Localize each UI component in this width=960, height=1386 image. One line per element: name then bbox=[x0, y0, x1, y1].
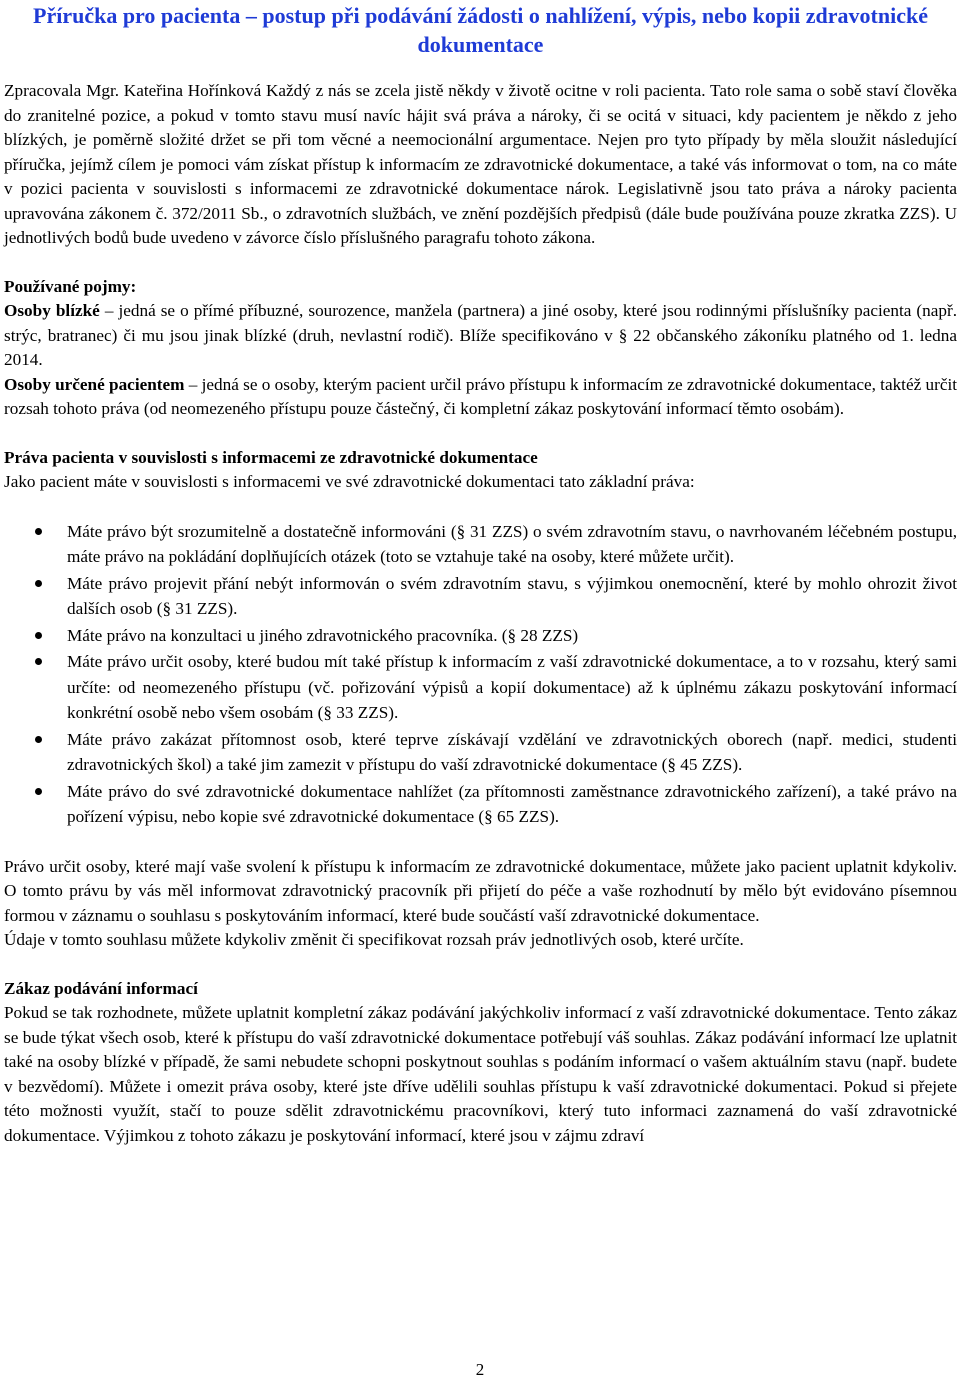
bullet-icon bbox=[35, 632, 42, 639]
term-osoby-blizke-definition: – jedná se o přímé příbuzné, sourozence, manžela (partnera) a jiné osoby, které jsou rodinnými příslušníky pacienta (např. strýc, bratranec) či mu jsou jinak blízké (druh, nevlastní rodič). Blíže specifikováno v § 22 občanského zákoníku platného od 1. ledna 2014. bbox=[4, 301, 957, 369]
list-item bbox=[4, 649, 957, 726]
list-item-text: Máte právo projevit přání nebýt informován o svém zdravotním stavu, s výjimkou onemocnění, které by mohlo ohrozit život dalších osob (§ 31 ZZS). bbox=[67, 573, 957, 618]
intro-paragraph: Zpracovala Mgr. Kateřina Hořínková Každý z nás se zcela jistě někdy v životě ocitne v roli pacienta. Tato role sama o sobě staví člověka do zranitelné pozice, a pokud v tomto stavu musí navíc hájit svá práva a nároky, či se ocitá v situaci, kdy pacientem je někdo z jeho blízkých, je poměrně složité držet se při tom věcné a neemocionální argumentace. Nejen pro tyto případy by měla sloužit následující příručka, jejímž cílem je pomoci vám získat přístup k informacím ze zdravotnické dokumentace, a také vás informovat o tom, na co máte v pozici pacienta v souvislosti s informacemi ze zdravotnické dokumentace nárok. Legislativně jsou tato práva a nároky pacienta upravována zákonem č. 372/2011 Sb., o zdravotních službách, ve znění pozdějších předpisů (dále bude používána pouze zkratka ZZS). U jednotlivých bodů bude uvedeno v závorce číslo příslušného paragrafu tohoto zákona. bbox=[4, 81, 957, 247]
list-item-text: Máte právo být srozumitelně a dostatečně informováni (§ 31 ZZS) o svém zdravotním stavu, o navrhovaném léčebném postupu, máte právo na pokládání doplňujících otázek (toto se vztahuje také na osoby, které můžete určit). bbox=[67, 521, 957, 566]
list-item-text: Máte právo zakázat přítomnost osob, které teprve získávají vzdělání ve zdravotnických oborech (např. medici, studenti zdravotnických škol) a také jim zamezit v přístupu do vaší zdravotnické dokumentace (§ 45 ZZS). bbox=[67, 729, 957, 774]
term-osoby-urcene bbox=[4, 373, 957, 422]
term-osoby-urcene-definition: – jedná se o osoby, kterým pacient určil právo přístupu k informacím ze zdravotnické dokumentace, taktéž určit rozsah tohoto práva (od neomezeného přístupu pouze částečný, či kompletní zákaz poskytování informací těmto osobám). bbox=[4, 374, 957, 418]
bullet-icon bbox=[35, 788, 42, 795]
ban-paragraph: Pokud se tak rozhodnete, můžete uplatnit kompletní zákaz podávání jakýchkoliv informací z vaší zdravotnické dokumentace. Tento zákaz se bude týkat všech osob, které k přístupu do vaší zdravotnické dokumentace potřebují váš souhlas. Zákaz podávání informací lze uplatnit také na osoby blízké v případě, že sami nebudete schopni poskytnout souhlas s podáním informací o vašem aktuálním stavu (např. budete v bezvědomí). Můžete i omezit práva osoby, které jste dříve udělili souhlas přístupu k vaší zdravotnické dokumentaci. Pokud si přejete této možnosti využít, stačí to pouze sdělit zdravotnickému pracovníkovi, který tuto informaci zaznamená do vaší zdravotnické dokumentace. Výjimkou z tohoto zákazu je poskytování informací, které jsou v zájmu zdraví bbox=[4, 1003, 957, 1145]
term-osoby-urcene-label: Osoby určené pacientem bbox=[4, 374, 185, 394]
rights-paragraph-1: Právo určit osoby, které mají vaše svolení k přístupu k informacím ze zdravotnické dokumentace, můžete jako pacient uplatnit kdykoliv. O tomto právu by vás měl informovat zdravotnický pracovník při přijetí do péče a vaše rozhodnutí by mělo být evidováno písemnou formou v záznamu o souhlasu s poskytováním informací, které bude součástí vaší zdravotnické dokumentace. bbox=[4, 856, 957, 925]
bullet-icon bbox=[35, 658, 42, 665]
list-item-text: Máte právo určit osoby, které budou mít také přístup k informacím z vaší zdravotnické dokumentace, a to v rozsahu, který sami určíte: od neomezeného přístupu (vč. pořizování výpisů a kopií dokumentace) až k úplnému zákazu poskytování informací konkrétní osobě nebo všem osobám (§ 33 ZZS). bbox=[67, 652, 957, 722]
list-item-text: Máte právo do své zdravotnické dokumentace nahlížet (za přítomnosti zaměstnance zdravotnického zařízení), a také právo na pořízení výpisu, nebo kopie své zdravotnické dokumentace (§ 65 ZZS). bbox=[67, 781, 957, 826]
ban-heading: Zákaz podávání informací bbox=[4, 978, 198, 998]
terms-heading: Používané pojmy: bbox=[4, 276, 137, 296]
document-page bbox=[4, 0, 957, 1148]
bullet-icon bbox=[35, 528, 42, 535]
list-item-text: Máte právo na konzultaci u jiného zdravotnického pracovníka. (§ 28 ZZS) bbox=[67, 625, 579, 645]
list-item bbox=[4, 727, 957, 778]
rights-heading: Práva pacienta v souvislosti s informacemi ze zdravotnické dokumentace bbox=[4, 447, 538, 467]
term-osoby-blizke bbox=[4, 299, 957, 373]
list-item bbox=[4, 519, 957, 570]
rights-lead: Jako pacient máte v souvislosti s informacemi ve své zdravotnické dokumentaci tato základní práva: bbox=[4, 472, 695, 491]
bullet-icon bbox=[35, 580, 42, 587]
page-number: 2 bbox=[475, 1360, 485, 1379]
term-osoby-blizke-label: Osoby blízké bbox=[4, 301, 100, 320]
rights-list bbox=[4, 519, 957, 830]
rights-paragraph-2: Údaje v tomto souhlasu můžete kdykoliv změnit či specifikovat rozsah práv jednotlivých osob, které určíte. bbox=[4, 930, 744, 949]
document-title: Příručka pro pacienta – postup při podávání žádosti o nahlížení, výpis, nebo kopii zdravotnické dokumentace bbox=[33, 3, 928, 57]
list-item bbox=[4, 779, 957, 830]
list-item bbox=[4, 623, 957, 649]
list-item bbox=[4, 571, 957, 622]
bullet-icon bbox=[35, 736, 42, 743]
